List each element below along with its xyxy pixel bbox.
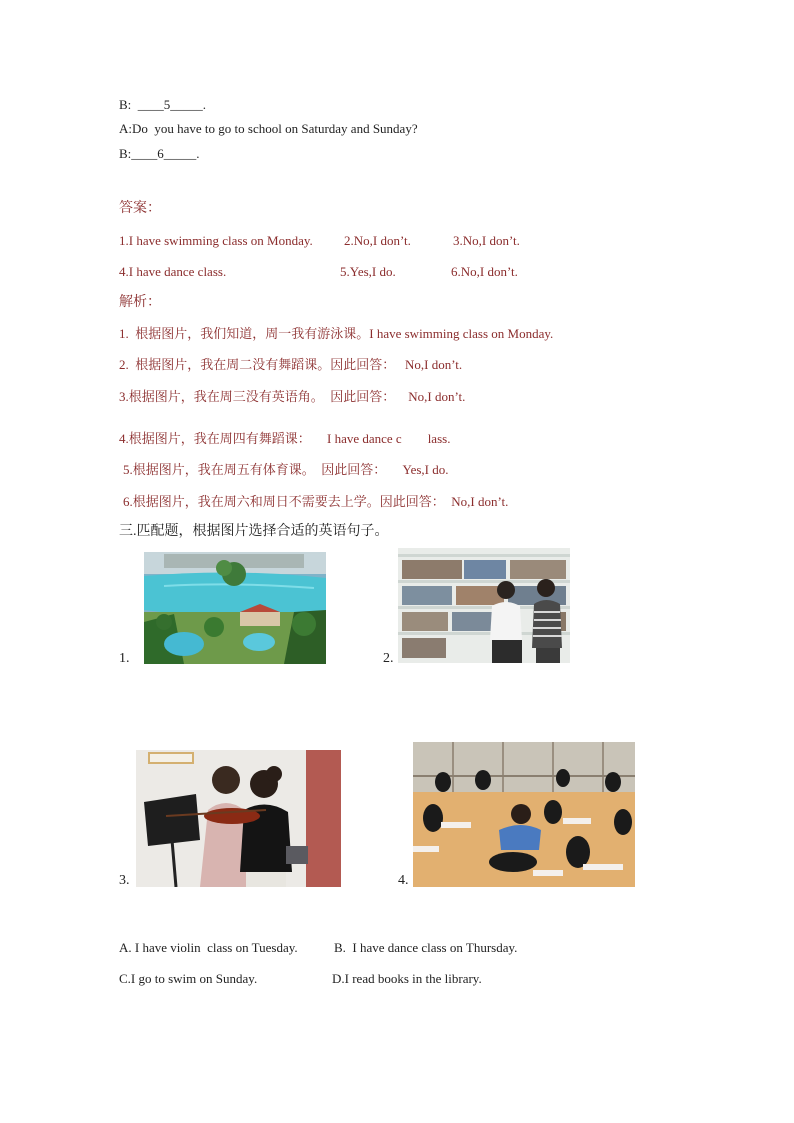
option-a: A. I have violin class on Tuesday. [119, 940, 298, 955]
option-c: C.I go to swim on Sunday. [119, 971, 258, 986]
answer-6: 6.No,I don’t. [451, 264, 518, 279]
analysis-1: 1. 根据图片，我们知道，周一我有游泳课。I have swimming class on Monday. [119, 326, 554, 341]
violin-photo [136, 750, 341, 887]
answer-5: 5.Yes,I do. [340, 264, 396, 279]
dialogue-line-b6: B:____6_____. [119, 146, 200, 161]
dialogue-line-a: A:Do you have to go to school on Saturday and Sunday? [119, 121, 418, 136]
library-photo [398, 548, 570, 663]
analysis-6: 6.根据图片，我在周六和周日不需要去上学。因此回答： No,I don’t. [123, 494, 509, 509]
answer-1: 1.I have swimming class on Monday. [119, 233, 313, 248]
answer-2: 2.No,I don’t. [344, 233, 411, 248]
answers-heading: 答案： [119, 201, 161, 216]
answer-3: 3.No,I don’t. [453, 233, 520, 248]
swimming-pool-photo [144, 552, 326, 664]
section-title: 三.匹配题，根据图片选择合适的英语句子。 [119, 524, 389, 539]
option-d: D.I read books in the library. [332, 971, 482, 986]
option-b: B. I have dance class on Thursday. [334, 940, 518, 955]
analysis-4: 4.根据图片，我在周四有舞蹈课： I have dance c lass. [119, 431, 451, 446]
analysis-heading: 解析： [119, 295, 161, 310]
analysis-5: 5.根据图片，我在周五有体育课。 因此回答： Yes,I do. [123, 462, 449, 477]
analysis-3: 3.根据图片，我在周三没有英语角。 因此回答： No,I don’t. [119, 389, 466, 404]
picture-label-3: 3. [119, 873, 130, 888]
picture-label-4: 4. [398, 873, 409, 888]
answer-4: 4.I have dance class. [119, 264, 227, 279]
picture-label-1: 1. [119, 651, 130, 666]
dance-class-photo [413, 742, 635, 887]
dialogue-line-b5: B: ____5_____. [119, 97, 207, 112]
picture-label-2: 2. [383, 651, 394, 666]
analysis-2: 2. 根据图片，我在周二没有舞蹈课。因此回答： No,I don’t. [119, 357, 463, 372]
